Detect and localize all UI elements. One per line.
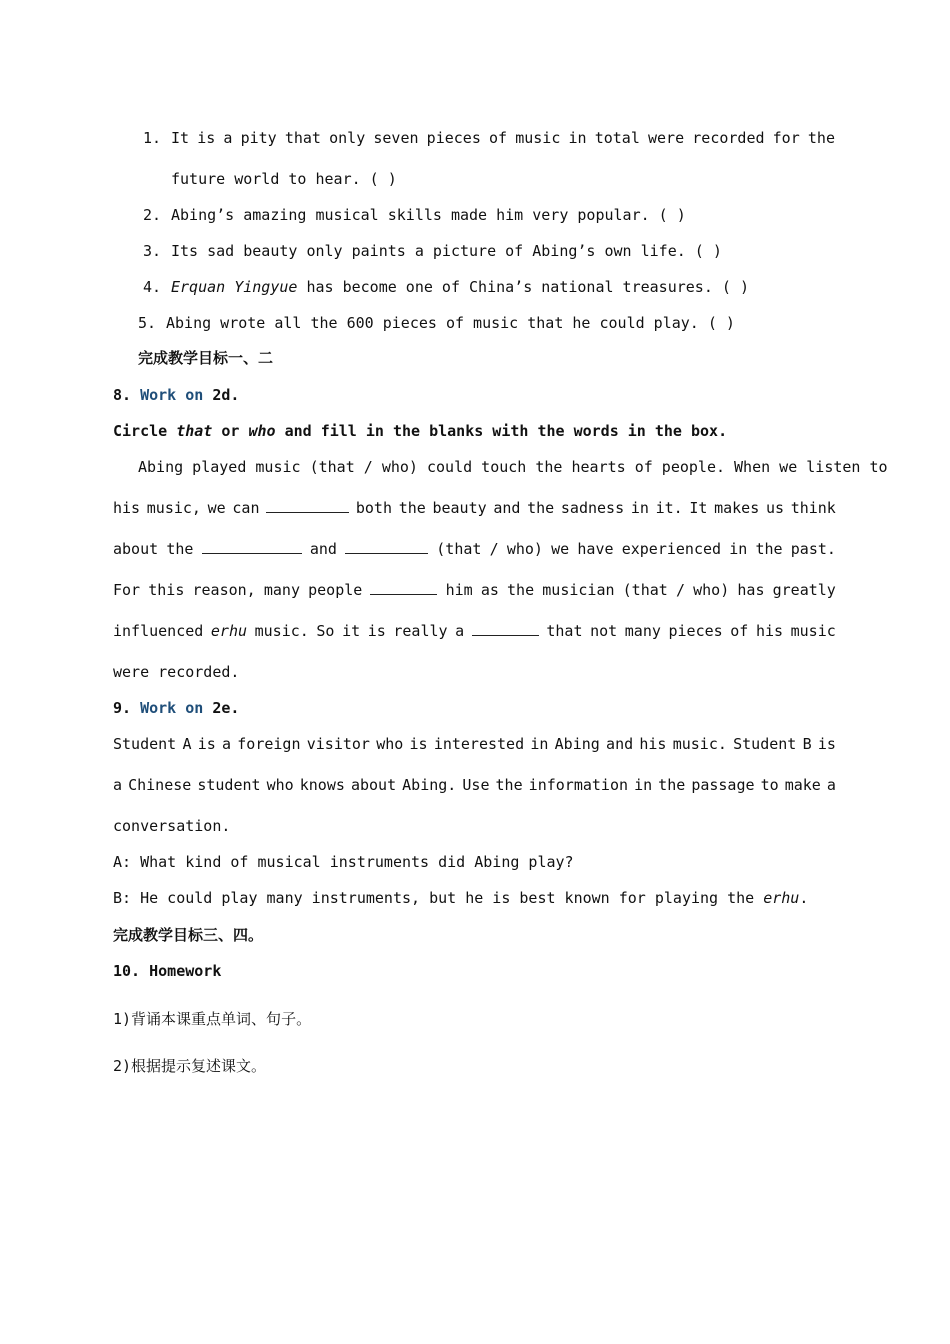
passage-4a-word: people [308,581,363,599]
section-9-l2-word: knows [299,776,345,794]
passage-2b-word: it. [655,499,683,517]
passage-2b-word: think [790,499,836,517]
passage-3c-word: experienced [621,540,722,558]
passage-2a-word: can [232,499,260,517]
passage-2b-word: and [493,499,521,517]
passage-line-2 [113,498,836,518]
tf-item-5-text: Abing wrote all the 600 pieces of music that he could play. ( ) [166,314,735,332]
passage-5b-word: music. [254,622,309,640]
tf-item-1-word: that [284,129,321,147]
section-9-l2-word: student [197,776,261,794]
passage-3c-word: / [489,540,499,558]
section-9-l1-word: in [530,735,549,753]
tf-item-1-word: pity [240,129,277,147]
section-9-l1-word: Abing [554,735,600,753]
section-9-l1-word: visitor [306,735,370,753]
passage-4a-word: this [148,581,185,599]
section-9-l2-word: a [113,776,123,794]
section-9-l1-word: is [817,735,836,753]
teaching-goal-1-2: 完成教学目标一、二 [138,349,274,367]
section-9-number: 9. [113,699,132,717]
section-9-l1-word: A [182,735,192,753]
tf-item-1-word: total [594,129,640,147]
homework-item-2: 2)根据提示复述课文。 [113,1057,267,1075]
section-9-l2-word: to [760,776,779,794]
section-9-l2-word: in [634,776,653,794]
section-8-heading [113,385,239,405]
passage-3c-word: in [729,540,748,558]
passage-5b-word: So [316,622,335,640]
tf-item-1-word: of [489,129,508,147]
passage-5c-word: music [790,622,836,640]
passage-4b-word: the [507,581,535,599]
section-9-l1-word: Student [113,735,177,753]
section-9-l1-word: is [197,735,216,753]
section-9-l1-word: interested [433,735,525,753]
passage-4b-word: who) [693,581,730,599]
tf-item-1-word: for [772,129,800,147]
word-and: and [309,540,337,558]
passage-3c-word: (that [436,540,482,558]
passage-5c-word: of [730,622,749,640]
passage-2b-word: in [630,499,649,517]
section-9-l1-word: and [606,735,634,753]
word-erhu: erhu [210,622,248,640]
section-9-l2-word: about [350,776,397,794]
passage-3c-word: have [577,540,614,558]
passage-line-6: were recorded. [113,663,240,681]
passage-3c-word: the [755,540,783,558]
section-10-heading: 10. Homework [113,962,222,980]
section-9-l1-word: his [639,735,667,753]
tf-item-2-text: Abing’s amazing musical skills made him very popular. ( ) [171,206,686,224]
section-9-l1-word: B [802,735,812,753]
tf-item-1-word: is [197,129,216,147]
teaching-goal-3-4: 完成教学目标三、四。 [113,926,264,944]
word-erhu-2: erhu [763,889,800,907]
tf-item-4-number: 4. [143,278,162,296]
word-who: who [248,422,276,440]
tf-item-5-number: 5. [138,314,157,332]
passage-4a-word: For [113,581,141,599]
tf-item-1-word: recorded [692,129,765,147]
section-9-l1-word: is [409,735,428,753]
passage-4a-word: many [263,581,300,599]
passage-2b-word: beauty [432,499,487,517]
passage-5c-word: his [755,622,784,640]
passage-2b-word: us [765,499,784,517]
section-9-l2-word: the [658,776,686,794]
tf-item-1-word: seven [373,129,419,147]
tf-item-1-line-2: future world to hear. ( ) [171,170,397,188]
passage-5c-word: not [590,622,618,640]
passage-4b-word: greatly [772,581,836,599]
passage-4b-word: (that [622,581,668,599]
section-9-l2-word: Use [462,776,490,794]
section-9-work-on: Work on [140,699,204,717]
section-9-l1-word: a [222,735,232,753]
blank-5[interactable] [472,621,539,636]
section-8-target: 2d. [212,386,240,404]
passage-3a-word: the [166,540,194,558]
section-9-l2-word: the [495,776,523,794]
passage-4b-word: / [675,581,685,599]
passage-4b-word: musician [542,581,615,599]
song-title: Erquan Yingyue [171,278,298,296]
tf-item-1-word: pieces [426,129,481,147]
dialogue-line-b: B: He could play many instruments, but he is best known for playing the erhu. [113,889,809,907]
section-9-l2-word: Abing. [402,776,457,794]
section-9-line-3: conversation. [113,817,231,835]
passage-2b-word: sadness [560,499,625,517]
section-9-l2-word: make [784,776,821,794]
tf-item-1-word: music [515,129,561,147]
section-9-line-2 [113,775,836,795]
section-9-l2-word: a [826,776,836,794]
tf-item-2-number: 2. [143,206,162,224]
tf-item-1-word: the [807,129,835,147]
section-9-l2-word: information [528,776,629,794]
tf-item-1-line-1 [171,128,835,148]
tf-item-4-rest: has become one of China’s national treasures. ( ) [297,278,749,296]
passage-4b-word: him [445,581,473,599]
passage-4b-word: as [480,581,499,599]
section-9-l2-word: Chinese [128,776,192,794]
passage-5c-word: many [624,622,661,640]
passage-3a-word: about [113,540,159,558]
tf-item-4-text [171,277,749,297]
blank-2[interactable] [202,539,302,554]
tf-item-1-word: were [648,129,685,147]
passage-2a-word: music, [146,499,201,517]
passage-4a-word: reason, [192,581,256,599]
passage-3c-word: we [551,540,570,558]
section-9-l1-word: music. [672,735,727,753]
passage-line-3 [113,539,836,559]
tf-item-1-word: It [171,129,190,147]
tf-item-3-number: 3. [143,242,162,260]
passage-5b-word: really [393,622,448,640]
tf-item-1-word: a [223,129,233,147]
section-8-instruction: Circle that or who and fill in the blanks with the words in the box. [113,422,728,440]
passage-3c-word: who) [506,540,543,558]
passage-2b-word: the [398,499,426,517]
section-9-line-1 [113,734,836,754]
blank-3[interactable] [345,539,428,554]
passage-4b-word: has [737,581,765,599]
passage-5c-word: pieces [668,622,723,640]
word-that: that [176,422,213,440]
passage-line-4 [113,580,836,600]
section-8-work-on: Work on [140,386,204,404]
passage-line-5: influenced erhu music. So it is really a that not many pieces of his music [113,622,836,640]
section-9-l2-word: passage [691,776,755,794]
blank-1[interactable] [266,498,349,513]
section-9-l1-word: Student [733,735,797,753]
tf-item-1-number: 1. [143,129,162,147]
blank-4[interactable] [370,580,437,595]
passage-line-1: Abing played music (that / who) could touch the hearts of people. When we listen to [138,458,888,476]
passage-5b-word: a [455,622,465,640]
passage-2b-word: the [527,499,555,517]
passage-5c-word: that [546,622,583,640]
homework-item-1: 1)背诵本课重点单词、句子。 [113,1010,312,1028]
passage-2a-word: we [207,499,226,517]
section-8-number: 8. [113,386,132,404]
section-9-l1-word: who [376,735,404,753]
tf-item-3-text: Its sad beauty only paints a picture of Abing’s own life. ( ) [171,242,722,260]
passage-2b-word: both [355,499,392,517]
section-9-target: 2e. [212,699,240,717]
passage-2a-word: his [113,499,141,517]
passage-2b-word: makes [714,499,760,517]
section-9-heading [113,698,239,718]
tf-item-1-word: in [568,129,587,147]
dialogue-line-a: A: What kind of musical instruments did Abing play? [113,853,574,871]
passage-2b-word: It [689,499,708,517]
passage-5b-word: is [367,622,386,640]
section-9-l1-word: foreign [237,735,301,753]
passage-5b-word: it [342,622,361,640]
section-9-l2-word: who [266,776,294,794]
tf-item-1-word: only [329,129,366,147]
passage-3c-word: past. [790,540,836,558]
